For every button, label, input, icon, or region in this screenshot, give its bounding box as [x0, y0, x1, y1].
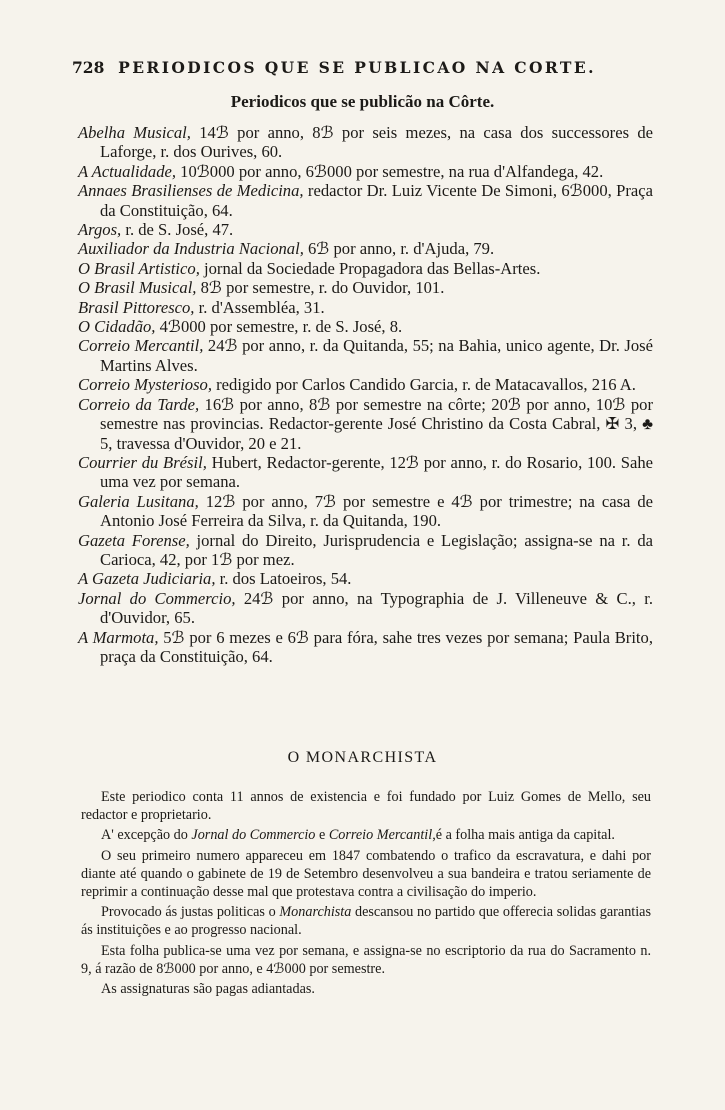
periodical-name: A Marmota,: [78, 627, 159, 647]
running-head: [72, 58, 652, 77]
list-item: [78, 453, 653, 492]
text-run: ,é a folha mais antiga da capital.: [432, 827, 615, 844]
periodical-name: O Cidadão,: [78, 317, 156, 337]
periodical-details: 4ℬ000 por semestre, r. de S. José, 8.: [155, 317, 403, 337]
periodical-details: 24ℬ por anno, na Typographia de J. Villeneuve & C., r. d'Ouvidor, 65.: [100, 588, 653, 628]
periodical-details: 24ℬ por anno, r. da Quitanda, 55; na Bahia, unico agente, Dr. José Martins Alves.: [100, 336, 653, 375]
list-item: [78, 492, 653, 531]
periodical-details: jornal da Sociedade Propagadora das Bellas-Artes.: [199, 258, 541, 278]
list-item: [78, 589, 653, 628]
paragraph-5: Esta folha publica-se uma vez por semana, e assigna-se no escriptorio da rua do Sacramento n. 9, á razão de 8ℬ000 por anno, e 4ℬ000 por semestre.: [81, 942, 651, 977]
list-item: [78, 395, 653, 453]
periodical-details: r. dos Latoeiros, 54.: [215, 569, 352, 589]
newspaper-name: Correio Mercantil: [328, 827, 433, 844]
running-title: PERIODICOS QUE SE PUBLICAO NA CORTE.: [118, 58, 596, 77]
periodical-details: redactor Dr. Luiz Vicente De Simoni, 6ℬ000, Praça da Constituição, 64.: [100, 181, 653, 220]
periodical-details: 14ℬ por anno, 8ℬ por seis mezes, na casa dos successores de Laforge, r. dos Ourives, 60.: [100, 123, 653, 162]
newspaper-name: Jornal do Commercio: [191, 827, 316, 844]
paragraph-4: [81, 903, 651, 939]
list-item: [78, 259, 653, 278]
list-item: [78, 336, 653, 375]
periodical-details: 8ℬ por semestre, r. do Ouvidor, 101.: [196, 278, 445, 298]
periodical-name: Correio Mysterioso,: [78, 375, 212, 395]
paragraph-6: As assignaturas são pagas adiantadas.: [101, 981, 315, 998]
periodical-name: Auxiliador da Industria Nacional,: [78, 239, 304, 259]
text-run: e: [315, 827, 329, 844]
periodical-details: r. de S. José, 47.: [121, 220, 234, 240]
periodical-name: O Brasil Musical,: [78, 278, 197, 298]
text-run: A' excepção do: [101, 827, 192, 844]
list-item: [78, 375, 653, 394]
periodical-details: 12ℬ por anno, 7ℬ por semestre e 4ℬ por trimestre; na casa de Antonio José Ferreira da Silva, r. da Quitanda, 190.: [100, 491, 653, 531]
periodical-details: jornal do Direito, Jurisprudencia e Legislação; assigna-se na r. da Carioca, 42, por 1ℬ por mez.: [100, 530, 653, 569]
list-item: [78, 317, 653, 336]
list-item: [78, 123, 653, 162]
periodical-details: Hubert, Redactor-gerente, 12ℬ por anno, r. do Rosario, 100. Sahe uma vez por semana.: [100, 452, 654, 492]
periodical-name: A Gazeta Judiciaria,: [78, 569, 216, 589]
text-run: descansou no partido que offerecia solidas garantias ás instituições e ao progresso nacional.: [81, 904, 651, 939]
list-title: Periodicos que se publicão na Côrte.: [230, 92, 495, 111]
periodical-name: Argos,: [78, 220, 122, 240]
periodical-details: 6ℬ por anno, r. d'Ajuda, 79.: [303, 239, 495, 259]
section-title: O MONARCHISTA: [287, 749, 438, 766]
periodical-name: Jornal do Commercio,: [78, 588, 236, 608]
paragraph-3: O seu primeiro numero appareceu em 1847 combatendo o trafico da escravatura, e dahi por diante até quando o gabinete de 19 de Setembro desenvolveu a sua bandeira e tratou seriamente de reprimir a continuação desse mal que protestava contra a civilisação do imperio.: [81, 847, 651, 901]
list-item: [78, 220, 653, 239]
list-item: [78, 531, 653, 570]
periodical-name: Brasil Pittoresco,: [78, 297, 195, 317]
periodical-details: 16ℬ por anno, 8ℬ por semestre na côrte; 20ℬ por anno, 10ℬ por semestre nas provincias. Redactor-gerente José Christino da Costa Cabral, ✠ 3, ♣ 5, travessa d'Ouvidor, 20 e 21.: [100, 394, 653, 453]
periodical-name: Correio Mercantil,: [78, 336, 204, 356]
paragraph-2: [81, 826, 651, 844]
page-number: 728: [72, 58, 105, 77]
periodical-details: 5ℬ por 6 mezes e 6ℬ para fóra, sahe tres vezes por semana; Paula Brito, praça da Constituição, 64.: [100, 627, 653, 666]
periodical-name: Gazeta Forense,: [78, 530, 190, 550]
list-item: [78, 278, 653, 297]
periodical-name: Annaes Brasilienses de Medicina,: [78, 181, 304, 201]
text-run: Provocado ás justas politicas o: [101, 904, 280, 921]
periodical-details: r. d'Assembléa, 31.: [194, 297, 325, 317]
newspaper-name: Monarchista: [279, 904, 352, 921]
periodical-name: Courrier du Brésil,: [78, 452, 207, 472]
periodicals-list: [78, 123, 653, 666]
periodical-details: 10ℬ000 por anno, 6ℬ000 por semestre, na rua d'Alfandega, 42.: [176, 161, 604, 181]
article-body: [81, 788, 651, 1000]
list-item: [78, 239, 653, 258]
list-item: [78, 181, 653, 220]
list-item: [78, 298, 653, 317]
periodical-name: Correio da Tarde,: [78, 394, 200, 414]
list-item: [78, 628, 653, 667]
periodical-details: redigido por Carlos Candido Garcia, r. de Matacavallos, 216 A.: [211, 375, 636, 395]
list-item: [78, 162, 653, 181]
periodical-name: O Brasil Artistico,: [78, 258, 200, 278]
paragraph-1: Este periodico conta 11 annos de existencia e foi fundado por Luiz Gomes de Mello, seu redactor e proprietario.: [81, 789, 651, 824]
periodical-name: A Actualidade,: [78, 161, 177, 181]
periodical-name: Abelha Musical,: [78, 123, 191, 142]
list-item: [78, 569, 653, 588]
periodical-name: Galeria Lusitana,: [78, 491, 199, 511]
